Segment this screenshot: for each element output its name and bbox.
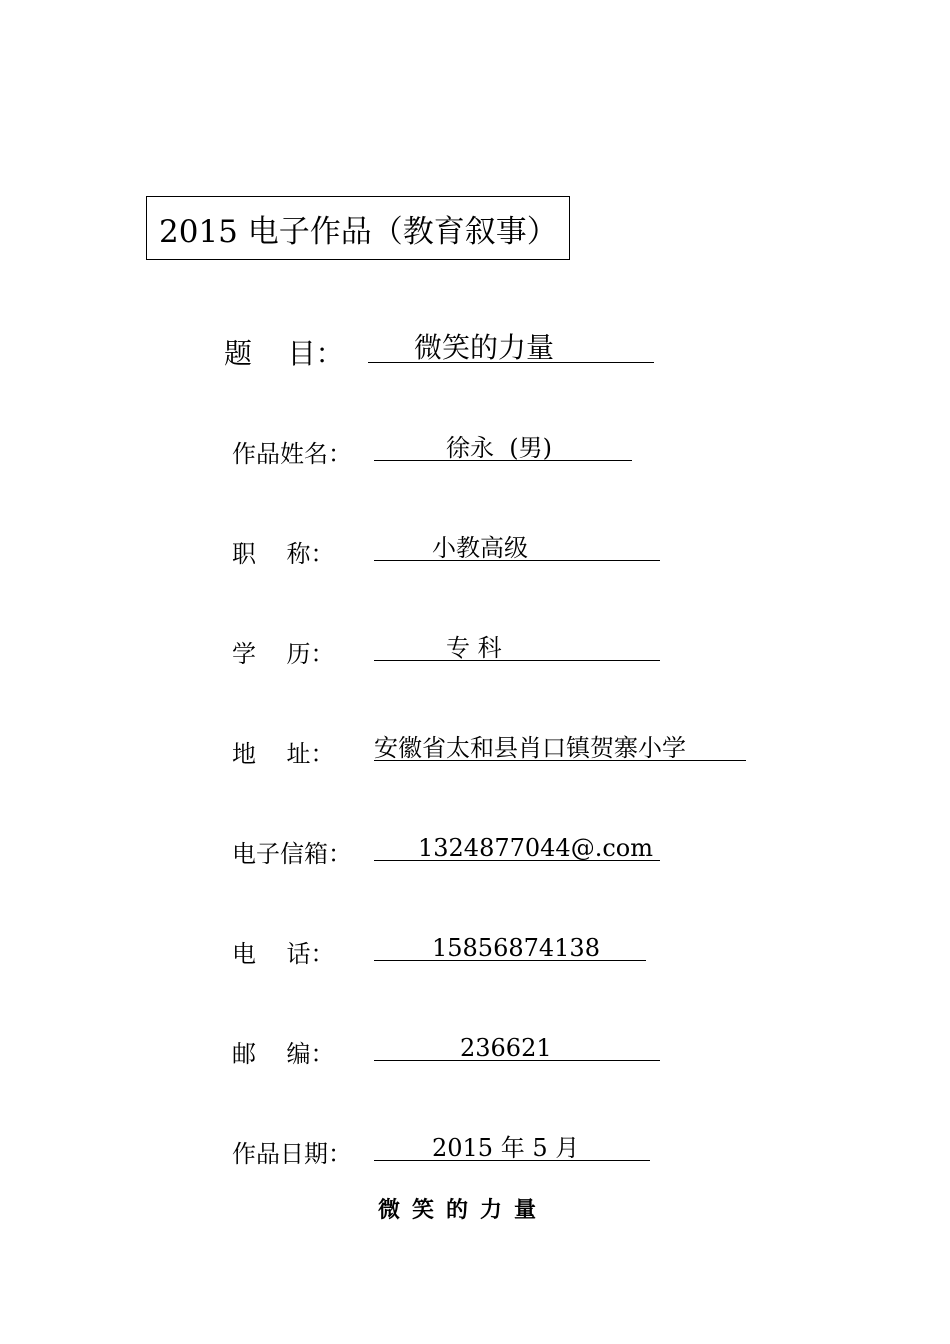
field-label-postcode: 邮 编： (232, 1040, 335, 1068)
field-label-email: 电子信箱： (232, 840, 352, 868)
field-value-education: 专 科 (446, 634, 502, 662)
field-value-address: 安徽省太和县肖口镇贺寨小学 (374, 734, 686, 762)
field-label-phone: 电 话： (232, 940, 335, 968)
field-label-date: 作品日期： (232, 1140, 352, 1168)
field-label-education: 学 历： (232, 640, 335, 668)
field-label-title-rank: 职 称： (232, 540, 335, 568)
field-value-author: 徐永 (男) (446, 434, 552, 462)
field-value-topic: 微笑的力量 (414, 331, 555, 364)
document-title: 2015 电子作品（教育叙事） (159, 213, 558, 250)
essay-title: 微笑的力量 (378, 1198, 549, 1223)
field-value-phone: 15856874138 (432, 934, 600, 962)
field-value-title-rank: 小教高级 (432, 534, 528, 562)
field-value-postcode: 236621 (460, 1034, 552, 1062)
underline-education (374, 660, 660, 661)
field-label-author: 作品姓名： (232, 440, 352, 468)
document-title-box (146, 196, 570, 260)
field-label-address: 地 址： (232, 740, 335, 768)
field-label-topic: 题 目： (224, 337, 344, 370)
field-value-date: 2015 年 5 月 (432, 1134, 580, 1162)
field-value-email: 1324877044@.com (418, 834, 653, 862)
